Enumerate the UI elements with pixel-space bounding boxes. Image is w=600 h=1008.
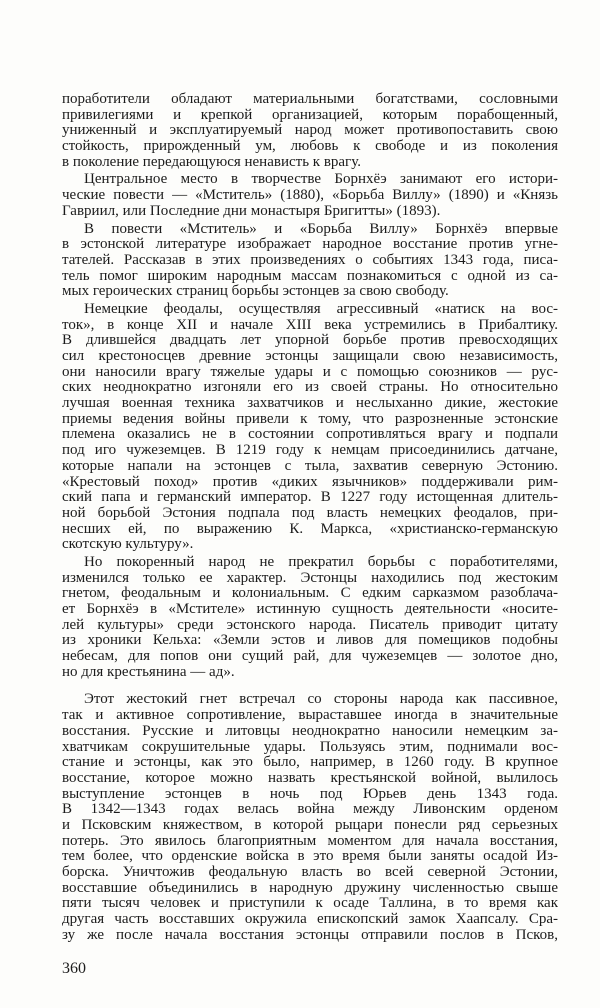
text-line: потерь. Это явилось благоприятным моментом для начала восстания, bbox=[62, 833, 558, 849]
text-line: борска. Уничтожив феодальную власть во всей северной Эстонии, bbox=[62, 865, 558, 880]
text-line: лучшая военная техника захватчиков и неслыханно дикие, жестокие bbox=[62, 396, 558, 412]
text-line: ческие повести — «Мститель» (1880), «Борьба Виллу» (1890) и «Князь bbox=[62, 188, 558, 204]
text-line: восставшие объединились в народную дружину численностью свыше bbox=[62, 880, 558, 896]
text-line: ной борьбой Эстония подпала под власть немецких феодалов, при- bbox=[62, 505, 558, 521]
text-line: В длившейся двадцать лет упорной борьбе против превосходящих bbox=[62, 333, 558, 349]
paragraph bbox=[62, 172, 558, 219]
text-line: другая часть восставших окружила епископский замок Хаапсалу. Сра- bbox=[62, 912, 558, 928]
text-line: Немецкие феодалы, осуществляя агрессивный «натиск на вос- bbox=[84, 301, 558, 317]
text-line: ток», в конце XII и начале XIII века устремились в Прибалтику. bbox=[62, 317, 558, 333]
text-line: в поколение передающуюся ненависть к врагу. bbox=[62, 154, 361, 170]
text-line: из хроники Кельха: «Земли эстов и ливов для помещиков подобны bbox=[62, 633, 558, 649]
paragraph bbox=[62, 555, 558, 681]
page-number: 360 bbox=[62, 960, 86, 977]
text-line: тателей. Рассказав в этих произведениях о событиях 1343 года, писа- bbox=[62, 252, 558, 268]
text-line: тем более, что орденские войска в это время были заняты осадой Из- bbox=[62, 849, 558, 865]
paragraph bbox=[62, 302, 558, 553]
text-line: пяти тысяч человек и приступили к осаде Таллина, в то время как bbox=[62, 896, 558, 912]
text-line: привилегиями и крепкой организацией, которым порабощенный, bbox=[62, 107, 558, 123]
text-line: изменился только ее характер. Эстонцы находились под жестоким bbox=[62, 570, 558, 586]
text-line: племена оказались не в состоянии сопротивляться врагу и подпали bbox=[62, 427, 558, 443]
paragraph bbox=[62, 692, 558, 943]
text-line: приемы ведения войны привели к тому, что разрозненные эстонские bbox=[62, 411, 558, 427]
text-line: Но покоренный народ не прекратил борьбы с поработителями, bbox=[84, 554, 558, 570]
text-line: но для крестьянина — ад». bbox=[62, 664, 235, 680]
paragraph bbox=[62, 92, 558, 170]
text-line: несших ей, по выражению К. Маркса, «христианско-германскую bbox=[62, 521, 558, 537]
text-line: небесам, для попов они сущий рай, для чужеземцев — золотое дно, bbox=[62, 649, 558, 665]
text-line: в эстонской литературе изображает народное восстание против угне- bbox=[62, 237, 558, 253]
text-line: стание и эстонцы, как это было, например, в 1260 году. В крупное bbox=[62, 755, 558, 771]
text-line: В 1342—1343 годах велась война между Ливонским орденом bbox=[62, 802, 558, 818]
text-line: они наносили врагу тяжелые удары и с помощью союзников — рус- bbox=[62, 364, 558, 380]
text-line: Центральное место в творчестве Борнхёэ занимают его истори- bbox=[84, 172, 558, 188]
text-line: Гавриил, или Последние дни монастыря Бригитты» (1893). bbox=[62, 203, 441, 219]
text-line: гнетом, феодальным и колониальным. С едким сарказмом разоблача- bbox=[62, 586, 558, 602]
text-line: стойкость, прирожденный ум, любовь к свободе и из поколения bbox=[62, 139, 558, 155]
text-line: сил крестоносцев древние эстонцы защищали свою независимость, bbox=[62, 349, 558, 364]
text-line: ских неоднократно изгоняли его из своей страны. Но относительно bbox=[62, 380, 558, 396]
text-line: хватчикам сокрушительные удары. Пользуясь этим, поднимали вос- bbox=[62, 739, 558, 755]
text-line: «Крестовый поход» против «диких язычников» поддерживали рим- bbox=[62, 474, 558, 490]
text-line: восстание, которое можно назвать крестьянской войной, вылилось bbox=[62, 770, 558, 786]
text-line: поработители обладают материальными богатствами, сословными bbox=[62, 92, 558, 107]
text-line: ский папа и германский император. В 1227 году истощенная длитель- bbox=[62, 490, 558, 506]
text-line: Этот жестокий гнет встречал со стороны народа как пассивное, bbox=[84, 692, 558, 708]
text-line: которые напали на эстонцев с тыла, захватив северную Эстонию. bbox=[62, 458, 558, 474]
text-line: под иго чужеземцев. В 1219 году к немцам присоединились датчане, bbox=[62, 443, 558, 459]
text-line: так и активное сопротивление, выраставшее иногда в значительные bbox=[62, 708, 558, 724]
text-line: тель помог широким народным массам познакомиться с одной из са- bbox=[62, 268, 558, 284]
text-line: и Псковским княжеством, в которой рыцари понесли ряд серьезных bbox=[62, 817, 558, 833]
text-line: мых героических страниц борьбы эстонцев за свою свободу. bbox=[62, 284, 449, 300]
paragraph bbox=[62, 222, 558, 300]
page-body-text bbox=[62, 90, 558, 943]
text-line: зу же после начала восстания эстонцы отправили послов в Псков, bbox=[62, 927, 558, 943]
text-line: В повести «Мститель» и «Борьба Виллу» Борнхёэ впервые bbox=[84, 221, 558, 237]
text-line: лей культуры» среди эстонского народа. Писатель приводит цитату bbox=[62, 617, 558, 633]
text-line: восстания. Русские и литовцы неоднократно наносили немецким за- bbox=[62, 723, 558, 739]
text-line: выступление эстонцев в ночь под Юрьев день 1343 года. bbox=[62, 786, 558, 802]
text-line: скотскую культуру». bbox=[62, 537, 194, 553]
text-line: униженный и эксплуатируемый народ может противопоставить свою bbox=[62, 123, 558, 139]
text-line: ет Борнхёэ в «Мстителе» истинную сущность деятельности «носите- bbox=[62, 602, 558, 617]
